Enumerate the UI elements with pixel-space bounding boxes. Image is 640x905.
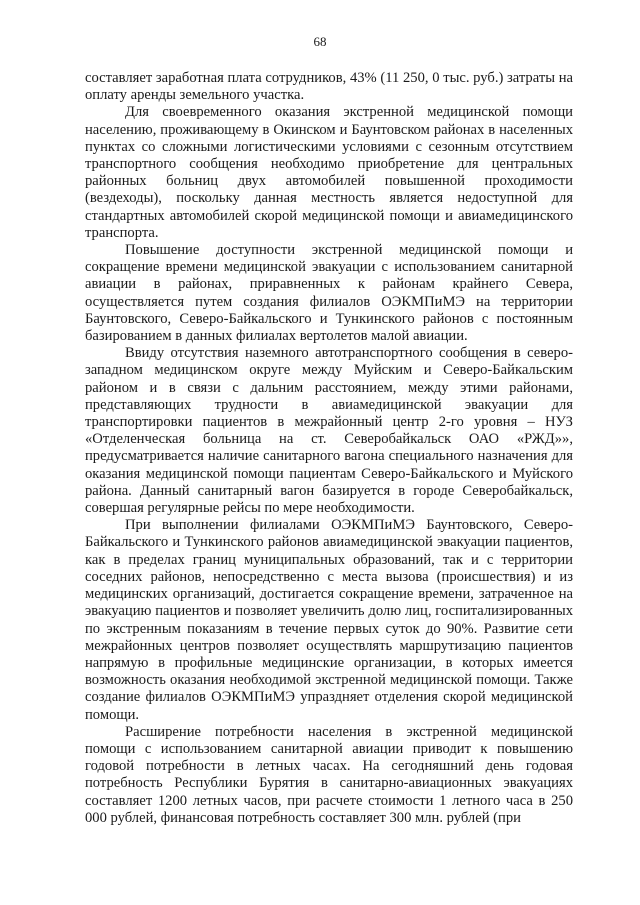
paragraph-all-terrain-vehicles: Для своевременного оказания экстренной медицинской помощи населению, проживающему в Окинском и Баунтовском районах в населенных пунктах со сложными логистическими условиями с сезонным отсутствием транспортного сообщения необходимо приобретение для центральных районных больниц двух автомобилей повышенной проходимости (вездеходы), поскольку данная местность является недоступной для стандартных автомобилей скорой медицинской помощи и авиамедицинского транспорта. bbox=[85, 104, 573, 241]
document-body bbox=[85, 70, 573, 827]
paragraph-continuation: составляет заработная плата сотрудников, 43% (11 250, 0 тыс. руб.) затраты на оплату аренды земельного участка. bbox=[85, 70, 573, 104]
paragraph-air-ambulance-branches: Повышение доступности экстренной медицинской помощи и сокращение времени медицинской эвакуации с использованием санитарной авиации в районах, приравненных к районам крайнего Севера, осуществляется путем создания филиалов ОЭКМПиМЭ на территории Баунтовского, Северо-Байкальского и Тункинского районов с постоянным базированием в данных филиалах вертолетов малой авиации. bbox=[85, 242, 573, 345]
page-number: 68 bbox=[313, 34, 327, 49]
paragraph-evacuation-outcomes: При выполнении филиалами ОЭКМПиМЭ Баунтовского, Северо-Байкальского и Тункинского районов авиамедицинской эвакуации пациентов, как в пределах границ муниципальных образований, так и с территории соседних районов, непосредственно с места вызова (происшествия) и из медицинских организаций, достигается сокращение времени, затраченное на эвакуацию пациентов и позволяет увеличить долю лиц, госпитализированных по экстренным показаниям в течение первых суток до 90%. Развитие сети межрайонных центров позволяет осуществлять маршрутизацию пациентов напрямую в профильные медицинские организации, в которых имеется возможность оказания необходимой экстренной медицинской помощи. Также создание филиалов ОЭКМПиМЭ упраздняет отделения скорой медицинской помощи. bbox=[85, 517, 573, 723]
paragraph-sanitary-railcar: Ввиду отсутствия наземного автотранспортного сообщения в северо-западном медицинском округе между Муйским и Северо-Байкальским районом и в связи с дальним расстоянием, между этими районами, представляющих трудности в авиамедицинской эвакуации для транспортировки пациентов в межрайонный центр 2-го уровня – НУЗ «Отделенческая больница на ст. Северобайкальск ОАО «РЖД»», предусматривается наличие санитарного вагона специального назначения для оказания медицинской помощи пациентам Северо-Байкальского и Муйского района. Данный санитарный вагон базируется в городе Северобайкальск, совершая регулярные рейсы по мере необходимости. bbox=[85, 345, 573, 517]
paragraph-flight-hours-demand: Расширение потребности населения в экстренной медицинской помощи с использованием санитарной авиации приводит к повышению годовой потребности в летных часах. На сегодняшний день годовая потребность Республики Бурятия в санитарно-авиационных эвакуациях составляет 1200 летных часов, при расчете стоимости 1 летного часа в 250 000 рублей, финансовая потребность составляет 300 млн. рублей (при bbox=[85, 723, 573, 826]
